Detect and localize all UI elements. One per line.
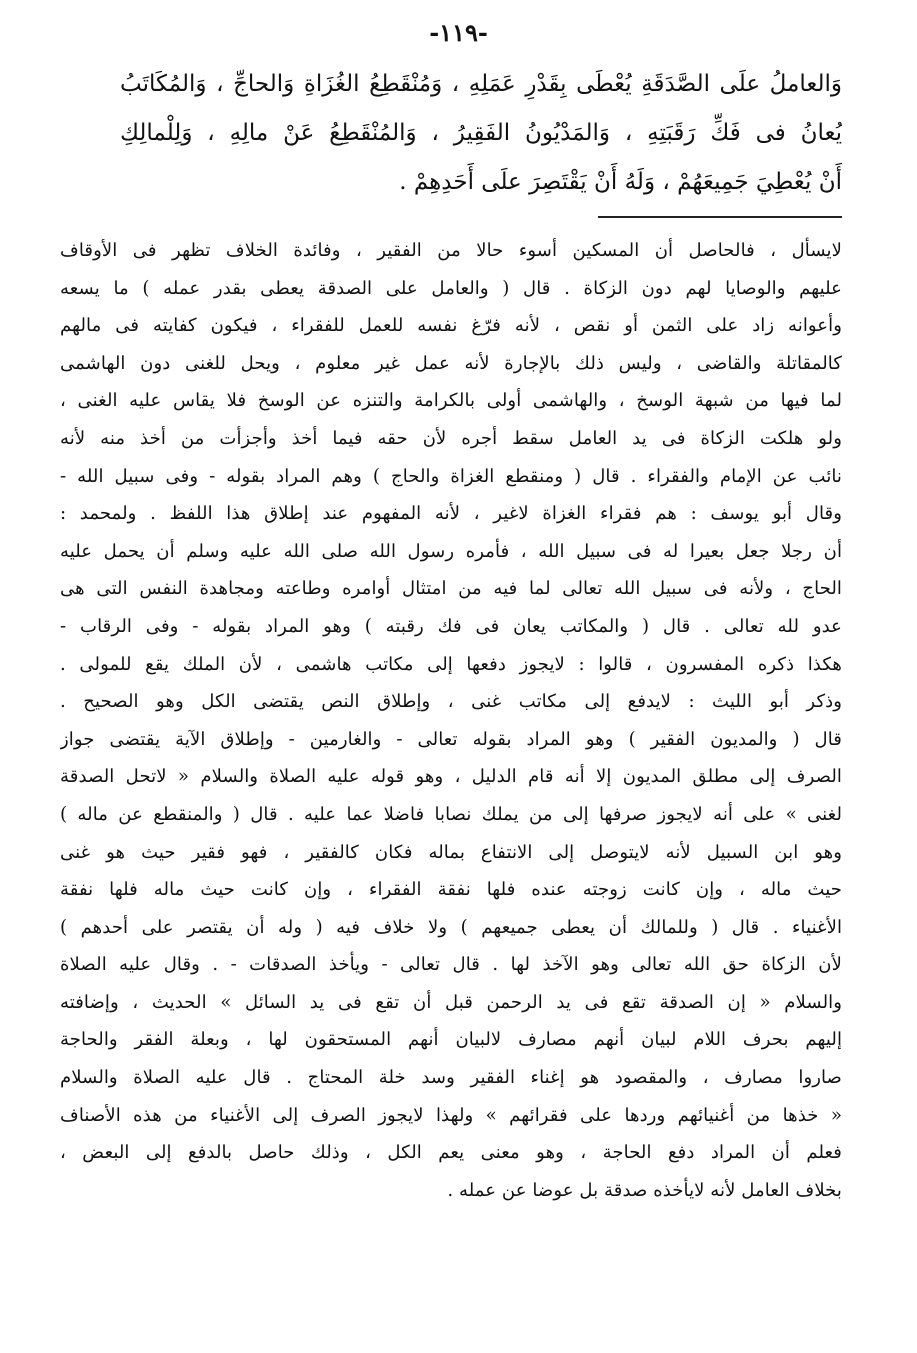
commentary-line: حيث ماله ، وإن كانت زوجته عنده فلها نفقة الفقراء ، وإن كانت حيث ماله فلها نفقة <box>60 879 842 901</box>
commentary-line: الأغنياء . قال ( وللمالك أن يعطى جميعهم ) ولا خلاف فيه ( وله أن يقتصر على أحدهم ) <box>60 916 842 938</box>
commentary-line: وهو ابن السبيل لأنه لايتوصل إلى الانتفاع بماله فكان كالفقير ، فهو فقير حيث هو غنى <box>60 841 842 863</box>
commentary-line: لما فيها من شبهة الوسخ ، والهاشمى أولى بالكرامة والتنزه عن الوسخ فلا يقاس عليه الغنى ، <box>60 390 842 412</box>
commentary-line: عدو لله تعالى . قال ( والمكاتب يعان فى فك رقبته ) وهو المراد بقوله - وفى الرقاب - <box>60 615 842 637</box>
commentary-line: قال ( والمديون الفقير ) وهو المراد بقوله تعالى - والغارمين - وإطلاق الآية يقتضى جواز <box>60 728 842 750</box>
commentary-line: ولو هلكت الزكاة فى يد العامل سقط أجره لأن حقه فيما أخذ وأجزأت من أخذ منه لأنه <box>60 427 842 449</box>
commentary-line: صاروا مصارف ، والمقصود هو إغناء الفقير وسد خلة المحتاج . قال عليه الصلاة والسلام <box>60 1067 842 1089</box>
commentary-line: كالمقاتلة والقاضى ، وليس ذلك بالإجارة لأنه عمل غير معلوم ، ويحل للغنى دون الهاشمى <box>60 352 842 374</box>
commentary-line: لايسأل ، فالحاصل أن المسكين أسوء حالا من الفقير ، وفائدة الخلاف تظهر فى الأوقاف <box>60 240 842 261</box>
commentary-line: « خذها من أغنيائهم وردها على فقرائهم » ولهذا لايجوز الصرف إلى الأغنياء من هذه الأصناف <box>60 1104 842 1126</box>
commentary-line: وقال أبو يوسف : هم فقراء الغزاة لاغير ، لأنه المفهوم عند إطلاق هذا اللفظ . ولمحمد : <box>60 503 842 525</box>
commentary-line: الصرف إلى مطلق المديون إلا أنه قام الدليل ، وهو قوله عليه الصلاة والسلام « لاتحل الصدقة <box>60 766 842 788</box>
main-text-line: وَالعاملُ علَى الصَّدَقَةِ يُعْطَى بِقَدْرِ عَمَلِهِ ، وَمُنْقَطِعُ الغُزَاةِ وَالحاجِّ ، وَالمُكَاتَبُ <box>120 71 842 97</box>
commentary-line: نائب عن الإمام والفقراء . قال ( ومنقطع الغزاة والحاج ) وهم المراد بقوله - وفى سبيل الله - <box>60 465 842 487</box>
commentary-line: لغنى » على أنه لايجوز صرفها إلى من يملك نصابا فاضلا عما عليه . قال ( والمنقطع عن ماله ) <box>60 803 842 825</box>
commentary-line: الحاج ، ولأنه فى سبيل الله تعالى لما فيه من امتثال أوامره وطاعته ومجاهدة النفس التى هى <box>60 578 842 600</box>
commentary-line: وأعوانه زاد على الثمن أو نقص ، لأنه فرّغ نفسه للعمل للفقراء ، فيكون كفايته فى مالهم <box>60 315 842 337</box>
commentary-line: أن رجلا جعل بعيرا له فى سبيل الله ، فأمره رسول الله صلى الله عليه وسلم أن يحمل عليه <box>60 540 842 562</box>
commentary-text <box>60 232 842 1209</box>
commentary-line: فعلم أن المراد دفع الحاجة ، وهو معنى يعم الكل ، وذلك حاصل بالدفع إلى البعض ، <box>60 1142 842 1164</box>
commentary-line: إليهم بحرف اللام لبيان أنهم مصارف لالبيان أنهم المستحقون لها ، وبعلة الفقر والحاجة <box>60 1029 842 1051</box>
separator-rule <box>598 216 842 218</box>
commentary-line: والسلام « إن الصدقة تقع فى يد الرحمن قبل أن تقع فى يد السائل » الحديث ، وإضافته <box>60 991 842 1013</box>
page-number: -١١٩- <box>429 18 488 47</box>
main-text-line: أَنْ يُعْطِيَ جَمِيعَهُمْ ، وَلَهُ أَنْ يَقْتَصِرَ علَى أَحَدِهِمْ . <box>399 169 842 195</box>
commentary-line: هكذا ذكره المفسرون ، قالوا : لايجوز دفعها إلى مكاتب هاشمى ، لأن الملك يقع للمولى . <box>60 653 842 675</box>
commentary-line: لأن الزكاة حق الله تعالى وهو الآخذ لها . قال تعالى - ويأخذ الصدقات - . وقال عليه الصلاة <box>60 954 842 976</box>
commentary-line: بخلاف العامل لأنه لايأخذه صدقة بل عوضا عن عمله . <box>447 1179 842 1201</box>
main-text-line: يُعانُ فى فَكِّ رَقَبَتِهِ ، وَالمَدْيُونُ الفَقِيرُ ، وَالمُنْقَطِعُ عَنْ مالِهِ ، وَلِلْمالِكِ <box>120 120 842 146</box>
commentary-line: وذكر أبو الليث : لايدفع إلى مكاتب غنى ، وإطلاق النص يقتضى الكل وهو الصحيح . <box>60 691 842 713</box>
main-text <box>120 60 842 207</box>
commentary-line: عليهم والوصايا لهم دون الزكاة . قال ( والعامل على الصدقة يعطى بقدر عمله ) ما يسعه <box>60 277 842 299</box>
